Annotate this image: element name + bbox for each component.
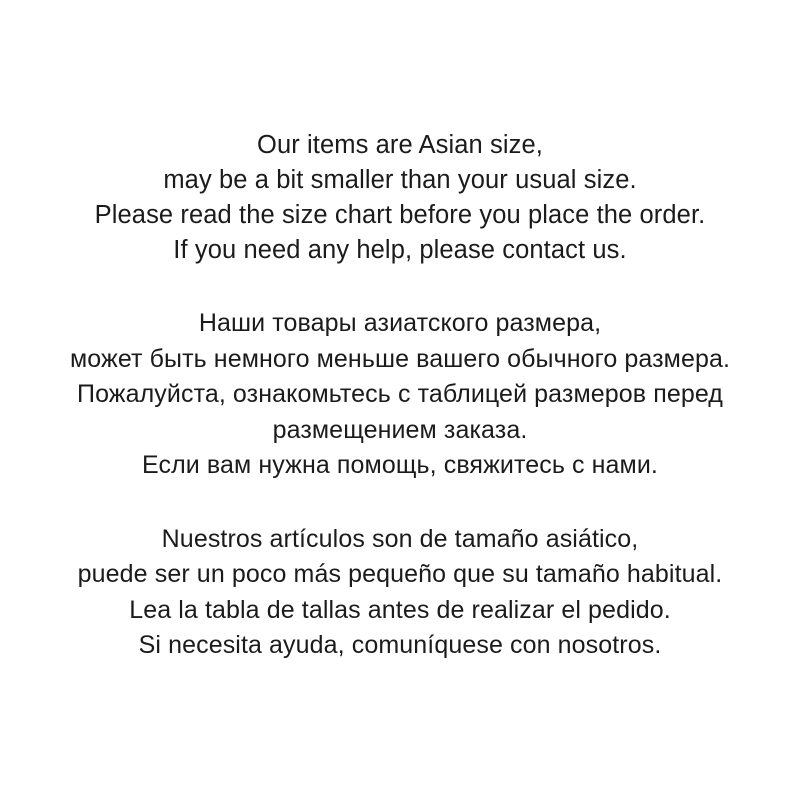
notice-line: Если вам нужна помощь, свяжитесь с нами. (142, 451, 658, 479)
notice-line: Lea la tabla de tallas antes de realizar el pedido. (129, 595, 671, 624)
notice-line: may be a bit smaller than your usual size. (163, 166, 637, 194)
notice-block-spanish (5, 522, 795, 664)
notice-line: Our items are Asian size, (257, 131, 543, 159)
notice-line: может быть немного меньше вашего обычного размера. (69, 344, 731, 373)
notice-line: Наши товары азиатского размера, (198, 309, 602, 337)
notice-line: Si necesita ayuda, comuníquese con nosotros. (138, 631, 662, 659)
notice-line: Nuestros artículos son de tamaño asiático, (161, 524, 639, 553)
notice-line: размещением заказа. (272, 415, 528, 444)
notice-block-english (5, 128, 795, 268)
notice-line: Пожалуйста, ознакомьтесь с таблицей размеров перед (77, 380, 723, 408)
notice-line: Please read the size chart before you place the order. (94, 201, 706, 229)
notice-line: puede ser un poco más pequeño que su tamaño habitual. (77, 560, 723, 588)
notice-line: If you need any help, please contact us. (173, 236, 627, 264)
notice-block-russian (5, 306, 795, 484)
